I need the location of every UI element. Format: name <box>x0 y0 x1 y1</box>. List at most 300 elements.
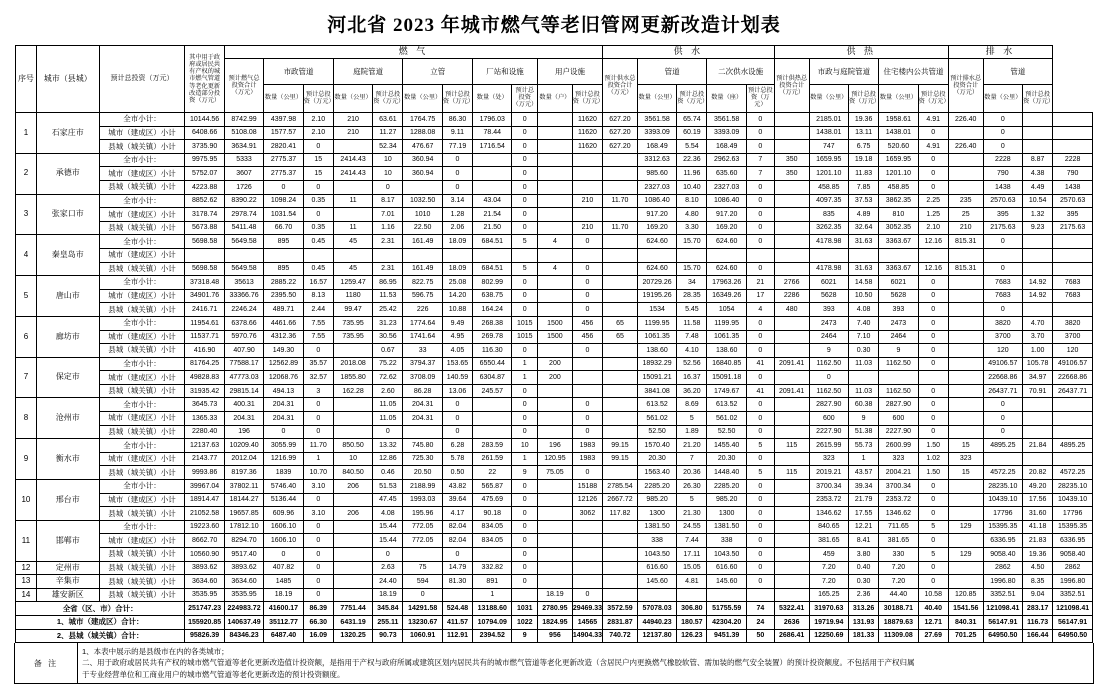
cell-value <box>637 248 676 262</box>
cell-value: 4223.88 <box>185 180 224 194</box>
cell-value <box>572 520 602 534</box>
total-cell-value: 42304.20 <box>707 615 746 629</box>
cell-value <box>1053 452 1093 466</box>
cell-value: 5698.58 <box>185 262 224 276</box>
cell-value: 3393.09 <box>707 126 746 140</box>
cell-value: 1162.50 <box>879 384 918 398</box>
cell-value: 476.67 <box>403 140 442 154</box>
cell-value: 3363.67 <box>879 235 918 249</box>
cell-value: 1015 <box>512 330 538 344</box>
cell-value: 1438 <box>983 180 1022 194</box>
note-line-1: 1、本表中展示的是县级市在内的各类城市； <box>82 647 229 657</box>
header-water-total: 预计供水总投资合计（万元） <box>603 59 638 113</box>
cell-value: 269.78 <box>473 330 512 344</box>
cell-value: 15 <box>303 167 333 181</box>
table-row <box>16 480 1093 494</box>
cell-value: 2188.99 <box>403 480 442 494</box>
header-gas-riser-qty: 数量（公里） <box>403 85 442 113</box>
cell-value: 0 <box>512 384 538 398</box>
cell-value: 10 <box>373 153 403 167</box>
cell-value: 1043.50 <box>637 548 676 562</box>
total-cell-value: 840.31 <box>948 615 983 629</box>
cell-value: 29815.14 <box>224 384 263 398</box>
page-title: 河北省 2023 年城市燃气等老旧管网更新改造计划表 <box>327 15 781 36</box>
total-cell-value: 313.26 <box>849 602 879 616</box>
cell-value: 1438.01 <box>879 126 918 140</box>
cell-value: 18932.29 <box>637 357 676 371</box>
cell-value: 2464 <box>809 330 848 344</box>
cell-value: 9058.40 <box>983 548 1022 562</box>
cell-value <box>403 180 442 194</box>
cell-value <box>538 153 573 167</box>
cell-value: 0 <box>572 412 602 426</box>
cell-value <box>603 398 638 412</box>
cell-value: 14.92 <box>1023 276 1053 290</box>
cell-value: 0 <box>918 534 948 548</box>
cell-value <box>774 262 809 276</box>
cell-value: 9 <box>849 412 879 426</box>
table-row <box>16 126 1093 140</box>
cell-value: 6408.66 <box>185 126 224 140</box>
row-scope-label: 县城（城关镇）小计 <box>99 466 185 480</box>
cell-value: 2.44 <box>303 303 333 317</box>
cell-value: 1749.67 <box>707 384 746 398</box>
cell-value: 3178.74 <box>185 208 224 222</box>
cell-value <box>774 140 809 154</box>
row-scope-label: 县城（城关镇）小计 <box>99 575 185 589</box>
cell-value: 86.95 <box>373 276 403 290</box>
cell-value: 0 <box>746 262 774 276</box>
cell-value <box>603 425 638 439</box>
cell-value <box>948 153 983 167</box>
cell-value: 11954.61 <box>185 316 224 330</box>
total-cell-value: 306.80 <box>677 602 707 616</box>
cell-value: 4312.36 <box>264 330 303 344</box>
cell-value: 0 <box>809 371 848 385</box>
cell-value: 82.04 <box>442 520 472 534</box>
total-cell-value: 224983.72 <box>224 602 263 616</box>
cell-value: 5.45 <box>677 303 707 317</box>
cell-value: 0 <box>746 507 774 521</box>
cell-value: 1500 <box>538 330 573 344</box>
cell-value: 5.78 <box>442 452 472 466</box>
cell-value: 2766 <box>774 276 809 290</box>
cell-value: 5108.08 <box>224 126 263 140</box>
table-row <box>16 439 1093 453</box>
cell-value: 33366.76 <box>224 289 263 303</box>
cell-value: 475.69 <box>473 493 512 507</box>
cell-value <box>333 180 372 194</box>
cell-value: 3700.34 <box>809 480 848 494</box>
cell-value <box>918 248 948 262</box>
cell-value: 2018.08 <box>333 357 372 371</box>
cell-value: 8.87 <box>1023 153 1053 167</box>
cell-value <box>746 248 774 262</box>
cell-value: 0 <box>512 534 538 548</box>
cell-value: 21.79 <box>849 493 879 507</box>
cell-value: 5649.58 <box>224 235 263 249</box>
cell-value: 204.31 <box>264 398 303 412</box>
cell-value: 153.65 <box>442 357 472 371</box>
cell-value: 120 <box>983 344 1022 358</box>
cell-value: 2228 <box>1053 153 1093 167</box>
header-gas-station-inv: 预计总投资（万元） <box>512 85 538 113</box>
note-line-2: 二、用于政府或居民共有产权的城市燃气管道等老化更新改造值计投资额，是指用于产权与政府所属或建筑区划内居民共有的城市燃气管道等老化更新改造（含居民户内更换燃气橡胶软管、需加装的燃气安全装置）的预计投资额度。不包括用于产权归属 <box>82 658 915 668</box>
cell-value: 4097.35 <box>809 194 848 208</box>
cell-value: 2.10 <box>303 113 333 127</box>
cell-value: 1346.62 <box>809 507 848 521</box>
cell-value: 0 <box>572 425 602 439</box>
cell-value: 6021 <box>809 276 848 290</box>
cell-value <box>774 194 809 208</box>
row-scope-label: 县城（城关镇）小计 <box>99 588 185 602</box>
total-cell-value: 95826.39 <box>185 629 224 643</box>
cell-value: 684.51 <box>473 235 512 249</box>
cell-value: 33 <box>403 344 442 358</box>
cell-value: 0 <box>746 493 774 507</box>
row-scope-label: 城市（建成区）小计 <box>99 126 185 140</box>
cell-value <box>538 534 573 548</box>
cell-value: 37.53 <box>849 194 879 208</box>
cell-value: 565.87 <box>473 480 512 494</box>
cell-value: 5628 <box>879 289 918 303</box>
cell-value: 204.31 <box>264 412 303 426</box>
cell-value: 0 <box>442 180 472 194</box>
cell-value: 3700 <box>983 330 1022 344</box>
cell-value: 10 <box>373 167 403 181</box>
cell-value: 2667.72 <box>603 493 638 507</box>
cell-value: 22 <box>473 466 512 480</box>
cell-value <box>1023 452 1053 466</box>
cell-value <box>603 534 638 548</box>
cell-value: 17.11 <box>677 548 707 562</box>
cell-value: 0 <box>442 167 472 181</box>
cell-value <box>473 153 512 167</box>
cell-value: 5333 <box>224 153 263 167</box>
cell-value: 0 <box>303 588 333 602</box>
cell-value: 245.57 <box>473 384 512 398</box>
table-body <box>16 113 1093 643</box>
cell-value <box>948 289 983 303</box>
total-cell-value: 35112.77 <box>264 615 303 629</box>
total-cell-value: 524.48 <box>442 602 472 616</box>
cell-value: 1 <box>303 452 333 466</box>
cell-value: 12.86 <box>373 452 403 466</box>
cell-value: 22668.86 <box>983 371 1022 385</box>
cell-value: 0 <box>918 480 948 494</box>
cell-value: 20729.26 <box>637 276 676 290</box>
cell-value: 2615.99 <box>809 439 848 453</box>
cell-value <box>333 248 372 262</box>
total-cell-value: 112.91 <box>442 629 472 643</box>
table-row <box>16 208 1093 222</box>
cell-value: 6336.95 <box>983 534 1022 548</box>
cell-value: 360.94 <box>403 167 442 181</box>
cell-value: 790 <box>983 167 1022 181</box>
cell-value: 1500 <box>538 316 573 330</box>
cell-value: 63.61 <box>373 113 403 127</box>
total-cell-value: 86.39 <box>303 602 333 616</box>
cell-value: 20.82 <box>1023 466 1053 480</box>
cell-value: 4.08 <box>373 507 403 521</box>
cell-value: 51.53 <box>373 480 403 494</box>
cell-value: 10439.10 <box>983 493 1022 507</box>
cell-value: 2600.99 <box>879 439 918 453</box>
note-line-3: 于专业经营单位和工商业用户的城市燃气管道等老化更新改造的预计投资额度。 <box>82 669 345 679</box>
cell-value: 7.20 <box>809 575 848 589</box>
cell-value: 2091.41 <box>774 384 809 398</box>
cell-value: 8294.70 <box>224 534 263 548</box>
cell-value: 1032.50 <box>403 194 442 208</box>
cell-value: 0 <box>918 507 948 521</box>
cell-value <box>948 180 983 194</box>
cell-value: 168.49 <box>637 140 676 154</box>
header-heat-municipal-qty: 数量（公里） <box>809 85 848 113</box>
cell-value: 616.60 <box>707 561 746 575</box>
cell-value: 1086.40 <box>707 194 746 208</box>
cell-value: 0 <box>303 520 333 534</box>
cell-value: 3561.58 <box>637 113 676 127</box>
cell-value: 5673.88 <box>185 221 224 235</box>
cell-value: 0 <box>572 262 602 276</box>
cell-value <box>849 248 879 262</box>
cell-value: 0 <box>373 180 403 194</box>
header-water-pipe: 管道 <box>637 59 707 85</box>
cell-value: 11 <box>333 221 372 235</box>
cell-value <box>603 262 638 276</box>
cell-value: 1996.80 <box>1053 575 1093 589</box>
header-gas-station-qty: 数量（处） <box>473 85 512 113</box>
cell-value: 1577.57 <box>264 126 303 140</box>
cell-value: 2775.37 <box>264 167 303 181</box>
total-cell-value: 126.23 <box>677 629 707 643</box>
cell-value: 407.90 <box>224 344 263 358</box>
cell-value: 15.44 <box>373 534 403 548</box>
cell-value: 2.25 <box>918 194 948 208</box>
cell-value: 15395.35 <box>983 520 1022 534</box>
cell-value <box>403 548 442 562</box>
cell-value: 169.20 <box>637 221 676 235</box>
cell-value: 0 <box>512 140 538 154</box>
cell-value <box>224 248 263 262</box>
cell-value: 116.30 <box>473 344 512 358</box>
cell-value: 747 <box>809 140 848 154</box>
cell-value: 4397.98 <box>264 113 303 127</box>
cell-value: 0 <box>746 235 774 249</box>
cell-value: 1855.80 <box>333 371 372 385</box>
cell-value: 3700.34 <box>879 480 918 494</box>
cell-value: 11.05 <box>373 412 403 426</box>
cell-value: 39.34 <box>849 480 879 494</box>
cell-value: 0 <box>303 344 333 358</box>
cell-value: 7.48 <box>677 330 707 344</box>
row-scope-label: 县城（城关镇）小计 <box>99 344 185 358</box>
cell-value: 11.53 <box>373 289 403 303</box>
cell-value: 7683 <box>983 276 1022 290</box>
cell-value: 16349.26 <box>707 289 746 303</box>
cell-value: 3794.37 <box>403 357 442 371</box>
cell-value <box>303 248 333 262</box>
cell-value: 31935.42 <box>185 384 224 398</box>
total-cell-value: 181.33 <box>849 629 879 643</box>
row-scope-label: 城市（建成区）小计 <box>99 208 185 222</box>
row-scope-label: 城市（建成区）小计 <box>99 289 185 303</box>
cell-value: 117.82 <box>603 507 638 521</box>
group-water: 供 水 <box>603 46 775 59</box>
cell-value <box>1023 235 1053 249</box>
cell-value: 895 <box>264 235 303 249</box>
cell-value: 1.32 <box>1023 208 1053 222</box>
cell-value: 12.16 <box>918 235 948 249</box>
cell-value: 0 <box>746 412 774 426</box>
cell-value: 65 <box>603 316 638 330</box>
cell-value: 600 <box>879 412 918 426</box>
cell-value <box>948 480 983 494</box>
cell-value: 332.82 <box>473 561 512 575</box>
cell-value: 10209.40 <box>224 439 263 453</box>
cell-value: 0 <box>512 113 538 127</box>
cell-value: 0 <box>512 520 538 534</box>
cell-value: 206 <box>333 480 372 494</box>
cell-value: 15 <box>303 153 333 167</box>
cell-value: 6.28 <box>442 439 472 453</box>
cell-value: 14.20 <box>442 289 472 303</box>
total-cell-value: 24 <box>746 615 774 629</box>
cell-value: 14.92 <box>1023 289 1053 303</box>
cell-value <box>948 126 983 140</box>
cell-value: 1216.99 <box>264 452 303 466</box>
cell-value <box>1023 412 1053 426</box>
cell-value <box>948 384 983 398</box>
cell-value <box>603 520 638 534</box>
cell-value: 3.30 <box>677 221 707 235</box>
cell-value: 0 <box>512 493 538 507</box>
cell-value <box>948 575 983 589</box>
cell-value <box>538 493 573 507</box>
cell-value: 3535.95 <box>185 588 224 602</box>
cell-value <box>774 235 809 249</box>
cell-value: 5649.58 <box>224 262 263 276</box>
cell-value: 2327.03 <box>707 180 746 194</box>
cell-value <box>538 344 573 358</box>
cell-value <box>603 344 638 358</box>
notes-body <box>78 643 919 683</box>
cell-value <box>603 167 638 181</box>
row-scope-label: 城市（建成区）小计 <box>99 493 185 507</box>
cell-value: 1162.50 <box>809 357 848 371</box>
cell-value: 19657.85 <box>224 507 263 521</box>
cell-value: 7.44 <box>677 534 707 548</box>
cell-value: 28235.10 <box>983 480 1022 494</box>
cell-value: 0 <box>746 371 774 385</box>
cell-value <box>538 276 573 290</box>
total-cell-value: 50 <box>746 629 774 643</box>
cell-value: 1485 <box>264 575 303 589</box>
cell-value: 13.06 <box>442 384 472 398</box>
cell-value <box>637 588 676 602</box>
plan-table <box>15 45 1093 643</box>
cell-value <box>603 561 638 575</box>
cell-value: 204.31 <box>403 412 442 426</box>
cell-value: 1 <box>849 452 879 466</box>
total-cell-value: 3572.59 <box>603 602 638 616</box>
table-row <box>16 235 1093 249</box>
cell-value: 8.13 <box>303 289 333 303</box>
cell-value: 1346.62 <box>879 507 918 521</box>
cell-value: 985.20 <box>637 493 676 507</box>
cell-value: 2464 <box>879 330 918 344</box>
row-city: 雄安新区 <box>36 588 99 602</box>
cell-value: 456 <box>572 316 602 330</box>
cell-value: 0 <box>918 398 948 412</box>
cell-value: 4178.98 <box>809 235 848 249</box>
cell-value: 7.10 <box>849 330 879 344</box>
cell-value: 0 <box>983 412 1022 426</box>
cell-value: 1563.40 <box>637 466 676 480</box>
cell-value: 7.20 <box>809 561 848 575</box>
cell-value: 0 <box>746 452 774 466</box>
cell-value: 0 <box>303 180 333 194</box>
cell-value: 1796.03 <box>473 113 512 127</box>
cell-value: 2.10 <box>303 126 333 140</box>
cell-value: 2.60 <box>373 384 403 398</box>
cell-value: 210 <box>572 194 602 208</box>
cell-value: 4.17 <box>442 507 472 521</box>
cell-value: 2416.71 <box>185 303 224 317</box>
cell-value <box>746 588 774 602</box>
cell-value <box>1023 248 1053 262</box>
cell-value <box>512 588 538 602</box>
cell-value: 7 <box>746 153 774 167</box>
cell-value: 90.18 <box>473 507 512 521</box>
cell-value: 8.35 <box>1023 575 1053 589</box>
cell-value: 10 <box>512 439 538 453</box>
cell-value: 3607 <box>224 167 263 181</box>
cell-value <box>603 371 638 385</box>
cell-value: 39.64 <box>442 493 472 507</box>
cell-value: 395 <box>1053 208 1093 222</box>
table-row <box>16 357 1093 371</box>
cell-value: 0 <box>746 575 774 589</box>
cell-value: 15091.18 <box>707 371 746 385</box>
cell-value: 1.00 <box>1023 344 1053 358</box>
cell-value: 9 <box>809 344 848 358</box>
cell-value: 0 <box>918 153 948 167</box>
cell-value: 17796 <box>1053 507 1093 521</box>
cell-value: 7683 <box>1053 276 1093 290</box>
cell-value: 15188 <box>572 480 602 494</box>
table-row <box>16 493 1093 507</box>
cell-value <box>603 289 638 303</box>
cell-value <box>603 303 638 317</box>
cell-value <box>774 480 809 494</box>
cell-value: 7.01 <box>373 208 403 222</box>
cell-value: 725.30 <box>403 452 442 466</box>
row-seq: 8 <box>16 398 37 439</box>
cell-value: 41.18 <box>1023 520 1053 534</box>
cell-value: 12562.89 <box>264 357 303 371</box>
cell-value <box>538 221 573 235</box>
cell-value <box>572 534 602 548</box>
cell-value: 735.95 <box>333 330 372 344</box>
cell-value <box>774 452 809 466</box>
cell-value: 34.97 <box>1023 371 1053 385</box>
table-row <box>16 575 1093 589</box>
row-scope-label: 县城（城关镇）小计 <box>99 507 185 521</box>
cell-value: 0 <box>572 466 602 480</box>
cell-value: 0 <box>918 180 948 194</box>
cell-value: 129 <box>948 548 983 562</box>
